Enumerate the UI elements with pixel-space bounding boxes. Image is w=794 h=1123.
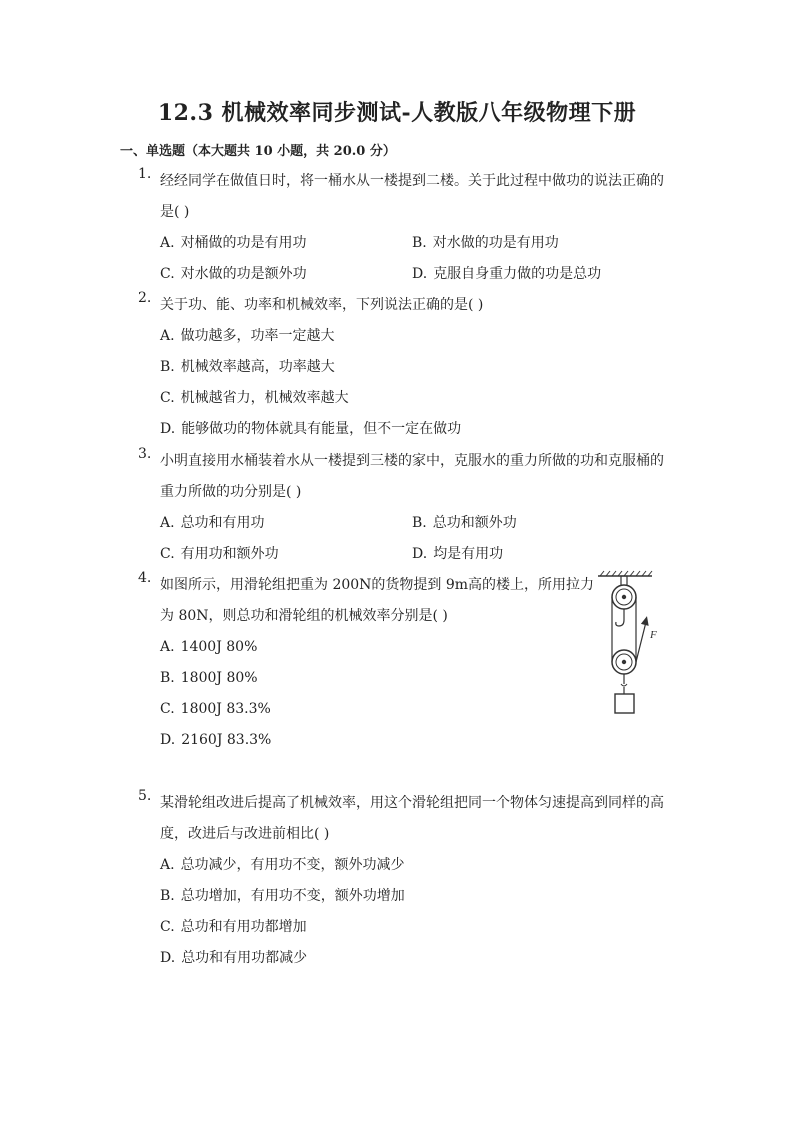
option-a: A. 总功减少，有用功不变，额外功减少 xyxy=(160,857,405,873)
option-d: D. 克服自身重力做的功是总功 xyxy=(412,266,602,282)
question-number: 5. xyxy=(138,788,152,804)
question-text: 经经同学在做值日时，将一桶水从一楼提到二楼。关于此过程中做功的说法正确的 xyxy=(160,173,664,189)
option-d: D. 能够做功的物体就具有能量，但不一定在做功 xyxy=(160,421,462,437)
section-heading: 一、单选题（本大题共 10 小题，共 20.0 分） xyxy=(120,144,396,159)
question-3 xyxy=(138,446,664,570)
question-5 xyxy=(138,788,664,974)
option-a: A. 对桶做的功是有用功 xyxy=(160,235,307,251)
option-b: B. 机械效率越高，功率越大 xyxy=(160,359,335,375)
question-text: 为 80N，则总功和滑轮组的机械效率分别是( ) xyxy=(160,608,448,624)
question-1 xyxy=(138,166,664,290)
page-title: 12.3 机械效率同步测试-人教版八年级物理下册 xyxy=(157,100,637,126)
question-text: 如图所示，用滑轮组把重为 200N的货物提到 9m高的楼上，所用拉力 xyxy=(160,577,595,593)
force-label: F xyxy=(650,629,657,641)
question-number: 1. xyxy=(138,166,152,182)
question-2 xyxy=(138,290,484,445)
question-text: 重力所做的功分别是( ) xyxy=(160,484,302,500)
question-number: 3. xyxy=(138,446,152,462)
question-4 xyxy=(138,570,595,756)
option-c: C. 有用功和额外功 xyxy=(160,546,279,562)
option-b: B. 总功和额外功 xyxy=(412,515,517,531)
option-a: A. 1400J 80% xyxy=(160,639,258,655)
option-b: B. 总功增加，有用功不变，额外功增加 xyxy=(160,888,405,904)
question-text: 关于功、能、功率和机械效率，下列说法正确的是( ) xyxy=(160,297,484,313)
question-text: 度，改进后与改进前相比( ) xyxy=(160,826,330,842)
question-text: 是( ) xyxy=(160,204,190,220)
option-a: A. 总功和有用功 xyxy=(160,515,265,531)
question-number: 2. xyxy=(138,290,152,306)
option-c: C. 总功和有用功都增加 xyxy=(160,919,307,935)
option-c: C. 1800J 83.3% xyxy=(160,701,271,717)
option-d: D. 总功和有用功都减少 xyxy=(160,950,308,966)
question-text: 某滑轮组改进后提高了机械效率，用这个滑轮组把同一个物体匀速提高到同样的高 xyxy=(160,795,664,811)
option-c: C. 对水做的功是额外功 xyxy=(160,266,307,282)
option-c: C. 机械越省力，机械效率越大 xyxy=(160,390,349,406)
option-a: A. 做功越多，功率一定越大 xyxy=(160,328,335,344)
question-number: 4. xyxy=(138,570,152,586)
question-text: 小明直接用水桶装着水从一楼提到三楼的家中，克服水的重力所做的功和克服桶的 xyxy=(160,453,664,469)
option-d: D. 2160J 83.3% xyxy=(160,732,272,748)
pulley-diagram xyxy=(594,570,664,720)
option-b: B. 对水做的功是有用功 xyxy=(412,235,559,251)
option-d: D. 均是有用功 xyxy=(412,546,504,562)
weight-block xyxy=(615,694,634,713)
option-b: B. 1800J 80% xyxy=(160,670,258,686)
